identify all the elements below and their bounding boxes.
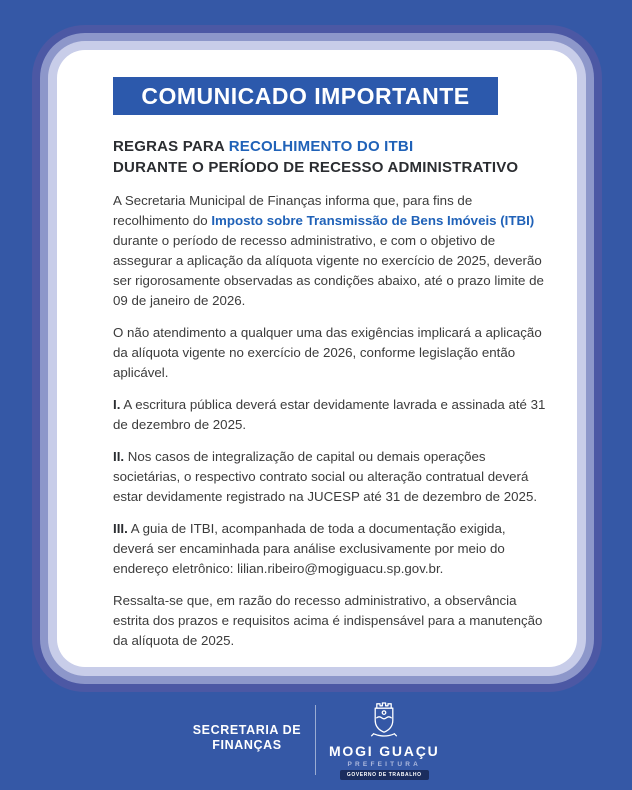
city-subtitle: PREFEITURA <box>347 760 422 768</box>
announcement-body <box>113 191 549 651</box>
rule-item-3-text: A guia de ITBI, acompanhada de toda a documentação exigida, deverá ser encaminhada para análise exclusivamente por meio do endereço eletrônico: lilian.ribeiro@mogiguacu.sp.gov.br. <box>113 521 506 576</box>
footer <box>0 700 632 780</box>
intro-text-before: A Secretaria Municipal de Finanças informa que, para fins de recolhimento do <box>113 193 473 228</box>
announcement-card <box>57 50 577 667</box>
intro-text-after: durante o período de recesso administrativo, e com o objetivo de assegurar a aplicação da alíquota vigente no exercício de 2025, deverão ser rigorosamente observadas as condições abaixo, até o prazo limite de 09 de janeiro de 2026. <box>113 233 544 308</box>
city-name: MOGI GUAÇU <box>328 742 440 759</box>
heading-line1-prefix: REGRAS PARA <box>113 138 229 155</box>
city-slogan-badge: GOVERNO DE TRABALHO <box>340 770 429 780</box>
city-logo <box>329 701 439 780</box>
department-line2: FINANÇAS <box>212 738 282 752</box>
page-title <box>113 136 545 178</box>
rule-item-2-numeral: II. <box>113 449 125 464</box>
intro-paragraph <box>113 191 549 311</box>
department-name <box>193 723 302 757</box>
closing-paragraph: Ressalta-se que, em razão do recesso administrativo, a observância estrita dos prazos e requisitos acima é indispensável para a manutenção da alíquota de 2025. <box>113 593 543 648</box>
rule-item-3-numeral: III. <box>113 521 128 536</box>
rule-item-2 <box>113 447 549 507</box>
rule-item-3 <box>113 519 549 579</box>
rule-item-1-text: A escritura pública deverá estar devidamente lavrada e assinada até 31 de dezembro de 2025. <box>113 397 546 432</box>
rule-item-2-text: Nos casos de integralização de capital ou demais operações societárias, o respectivo contrato social ou alteração contratual deverá estar devidamente registrado na JUCESP até 31 de dezembro de 2025. <box>113 449 538 504</box>
rule-item-1-numeral: I. <box>113 397 121 412</box>
department-line1: SECRETARIA DE <box>192 723 302 737</box>
banner <box>113 77 498 115</box>
warning-paragraph: O não atendimento a qualquer uma das exigências implicará a aplicação da alíquota vigente no exercício de 2026, conforme legislação então aplicável. <box>113 325 542 380</box>
heading-line2: DURANTE O PERÍODO DE RECESSO ADMINISTRATIVO <box>113 159 519 176</box>
footer-divider <box>315 705 316 775</box>
rule-item-1 <box>113 395 549 435</box>
coat-of-arms-icon <box>368 701 400 741</box>
heading-line1-highlight: RECOLHIMENTO DO ITBI <box>228 138 414 155</box>
banner-title: COMUNICADO IMPORTANTE <box>141 82 470 109</box>
intro-itbi-highlight: Imposto sobre Transmissão de Bens Imóveis (ITBI) <box>211 213 535 228</box>
